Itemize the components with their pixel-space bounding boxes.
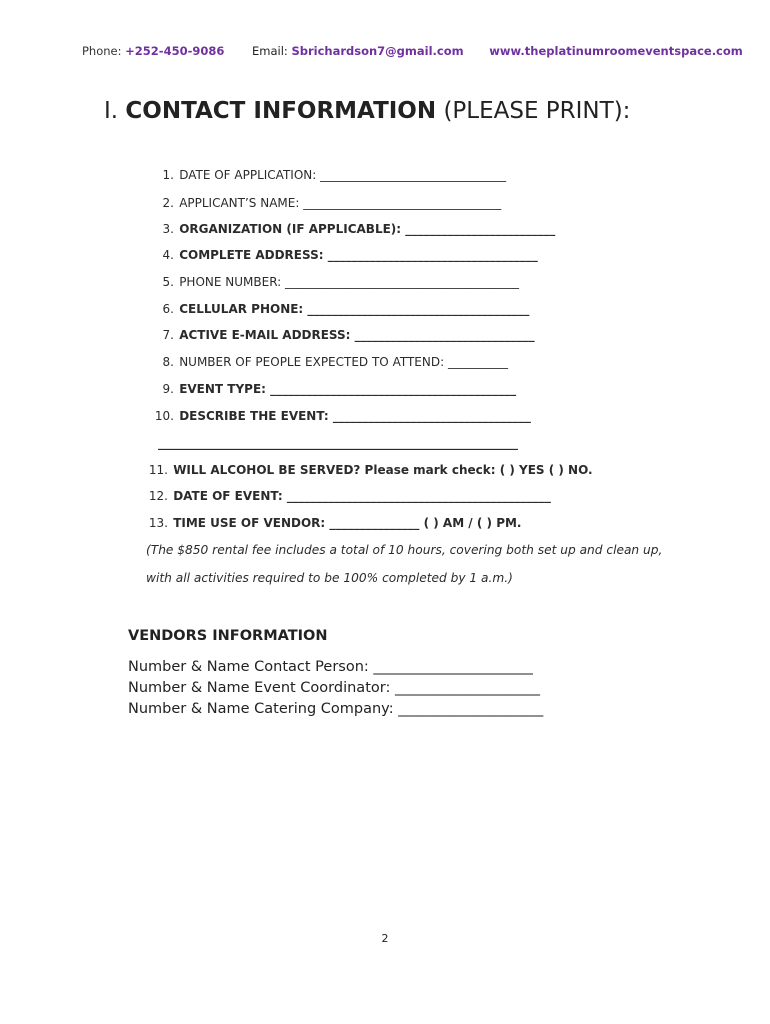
field-label: DATE OF EVENT: ____________________________________________ bbox=[173, 489, 551, 503]
field-applicant-name bbox=[144, 196, 501, 210]
rental-fee-note-line-2: with all activities required to be 100% completed by 1 a.m.) bbox=[146, 571, 513, 585]
email-address: Sbrichardson7@gmail.com bbox=[291, 44, 464, 58]
vendor-contact-person-line: Number & Name Contact Person: ______________________ bbox=[128, 659, 533, 675]
field-phone-number bbox=[144, 275, 519, 289]
field-number: 1. bbox=[162, 168, 174, 182]
field-number: 10. bbox=[154, 409, 174, 423]
field-label: DATE OF APPLICATION: _______________________________ bbox=[179, 168, 507, 182]
phone-label: Phone: bbox=[82, 44, 122, 58]
phone-number: +252-450-9086 bbox=[125, 44, 225, 58]
field-label: ____________________________________________________________ bbox=[158, 436, 518, 450]
field-complete-address bbox=[144, 248, 538, 262]
email-label: Email: bbox=[252, 44, 288, 58]
field-label: ORGANIZATION (IF APPLICABLE): _________________________ bbox=[179, 222, 556, 236]
field-label: EVENT TYPE: _________________________________________ bbox=[179, 382, 517, 396]
section-title-suffix: (PLEASE PRINT): bbox=[443, 98, 631, 124]
section-heading bbox=[104, 98, 630, 124]
field-email-address bbox=[144, 328, 535, 342]
section-title-bold: CONTACT INFORMATION bbox=[125, 98, 437, 124]
section-numeral: I. bbox=[104, 98, 119, 124]
field-label: COMPLETE ADDRESS: ___________________________________ bbox=[179, 248, 538, 262]
field-number: 3. bbox=[162, 222, 174, 236]
field-label: DESCRIBE THE EVENT: _________________________________ bbox=[179, 409, 531, 423]
field-label: WILL ALCOHOL BE SERVED? Please mark check: ( ) YES ( ) NO. bbox=[173, 463, 593, 477]
field-date-of-event bbox=[144, 489, 551, 503]
field-number: 2. bbox=[162, 196, 174, 210]
page-header bbox=[82, 44, 743, 58]
field-number: 12. bbox=[148, 489, 168, 503]
field-number: 5. bbox=[162, 275, 174, 289]
field-label: APPLICANT’S NAME: _________________________________ bbox=[179, 196, 502, 210]
field-cellular-phone bbox=[144, 302, 529, 316]
field-time-use-of-vendor bbox=[144, 516, 522, 530]
rental-fee-note-line-1: (The $850 rental fee includes a total of 10 hours, covering both set up and clean up, bbox=[146, 543, 663, 557]
field-number: 8. bbox=[162, 355, 174, 369]
vendors-heading: VENDORS INFORMATION bbox=[128, 628, 328, 644]
field-label: CELLULAR PHONE: _____________________________________ bbox=[179, 302, 530, 316]
field-number: 6. bbox=[162, 302, 174, 316]
field-organization bbox=[144, 222, 555, 236]
field-date-of-application bbox=[144, 168, 506, 182]
field-attendee-count bbox=[144, 355, 508, 369]
field-event-type bbox=[144, 382, 516, 396]
field-alcohol-served bbox=[144, 463, 593, 477]
field-number: 9. bbox=[162, 382, 174, 396]
field-number: 4. bbox=[162, 248, 174, 262]
vendor-catering-company-line: Number & Name Catering Company: ____________________ bbox=[128, 701, 544, 717]
field-number: 13. bbox=[148, 516, 168, 530]
vendor-event-coordinator-line: Number & Name Event Coordinator: ____________________ bbox=[128, 680, 540, 696]
field-label: TIME USE OF VENDOR: _______________ ( ) AM / ( ) PM. bbox=[173, 516, 522, 530]
page-number: 2 bbox=[381, 932, 389, 945]
field-number: 7. bbox=[162, 328, 174, 342]
field-label: ACTIVE E-MAIL ADDRESS: ______________________________ bbox=[179, 328, 535, 342]
field-label: NUMBER OF PEOPLE EXPECTED TO ATTEND: __________ bbox=[179, 355, 508, 369]
field-describe-event-continuation bbox=[158, 436, 518, 450]
field-number: 11. bbox=[148, 463, 168, 477]
field-label: PHONE NUMBER: _______________________________________ bbox=[179, 275, 520, 289]
field-describe-event bbox=[144, 409, 531, 423]
website-url: www.theplatinumroomeventspace.com bbox=[489, 44, 743, 58]
